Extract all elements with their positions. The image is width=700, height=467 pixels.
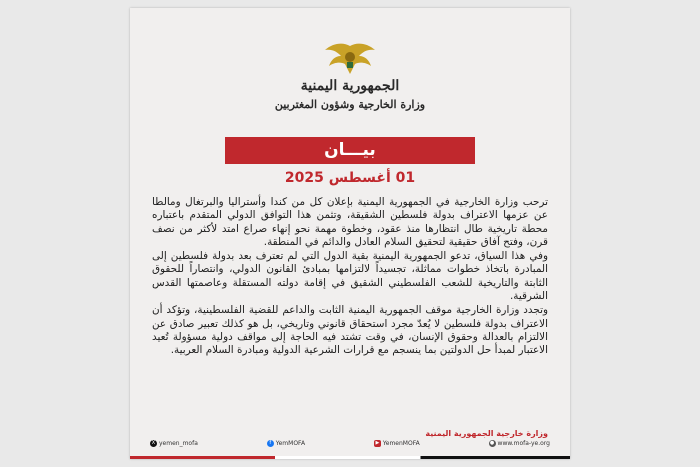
website-link[interactable]	[489, 440, 550, 447]
x-handle[interactable]	[150, 440, 198, 447]
paragraph-2: وفي هذا السياق، تدعو الجمهورية اليمنية بقية الدول التي لم تعترف بعد بدولة فلسطين إلى المبادرة باتخاذ خطوات مماثلة، تجسيداً لالتزامها بمبادئ القانون الدولي، وانتصاراً للحقوق الثابتة والتاريخية للشعب الفلسطيني الشقيق في إقامة دولته المستقلة وعاصمتها القدس الشرقية.	[152, 250, 548, 303]
flag-stripe	[130, 456, 570, 459]
x-icon: X	[151, 439, 156, 446]
globe-icon: ●	[489, 439, 495, 446]
youtube-handle[interactable]	[374, 440, 420, 447]
facebook-handle[interactable]	[267, 440, 305, 447]
eagle-emblem-icon	[323, 40, 377, 76]
facebook-icon: f	[267, 440, 274, 447]
youtube-icon: ▶	[375, 439, 380, 446]
statement-card	[130, 8, 570, 459]
website-label: www.mofa-ye.org	[497, 439, 550, 447]
ministry-name: وزارة الخارجية وشؤون المغتربين	[274, 98, 426, 111]
statement-date: 01 أغسطس 2025	[284, 170, 416, 186]
youtube-handle-label: YemenMOFA	[382, 439, 420, 447]
statement-body	[152, 196, 548, 359]
statement-title: بيـــان	[225, 137, 475, 164]
footer	[150, 437, 550, 449]
country-name: الجمهورية اليمنية	[300, 78, 400, 94]
x-handle-label: yemen_mofa	[159, 439, 198, 447]
paragraph-3: وتجدد وزارة الخارجية موقف الجمهورية اليمنية الثابت والداعم للقضية الفلسطينية، وتؤكد أن الاعتراف بدولة فلسطين لا يُعدّ مجرد استحقاق قانوني وتاريخي، بل هو كذلك تعبير صادق عن الالتزام بالعدالة وحقوق الإنسان، في وقت تشتد فيه الحاجة إلى مواقف دولية مسؤولة تُعيد الاعتبار لمبدأ حل الدولتين بما ينسجم مع قرارات الشرعية الدولية ومبادرة السلام العربية.	[152, 304, 548, 357]
signature: وزارة خارجية الجمهورية اليمنية	[425, 429, 548, 438]
paragraph-1: ترحب وزارة الخارجية في الجمهورية اليمنية بإعلان كل من كندا وأستراليا والبرتغال ومالطا عن عزمها الاعتراف بدولة فلسطين الشقيقة، وتثمن هذا التوافق الدولي المتقدم باعتباره محطة تاريخية طال انتظارها منذ عقود، وخطوة مهمة نحو إنهاء صراع امتد لأكثر من نصف قرن، وفتح آفاق حقيقية لتحقيق السلام العادل والدائم في المنطقة.	[152, 196, 548, 248]
facebook-handle-label: YemMOFA	[275, 439, 306, 447]
